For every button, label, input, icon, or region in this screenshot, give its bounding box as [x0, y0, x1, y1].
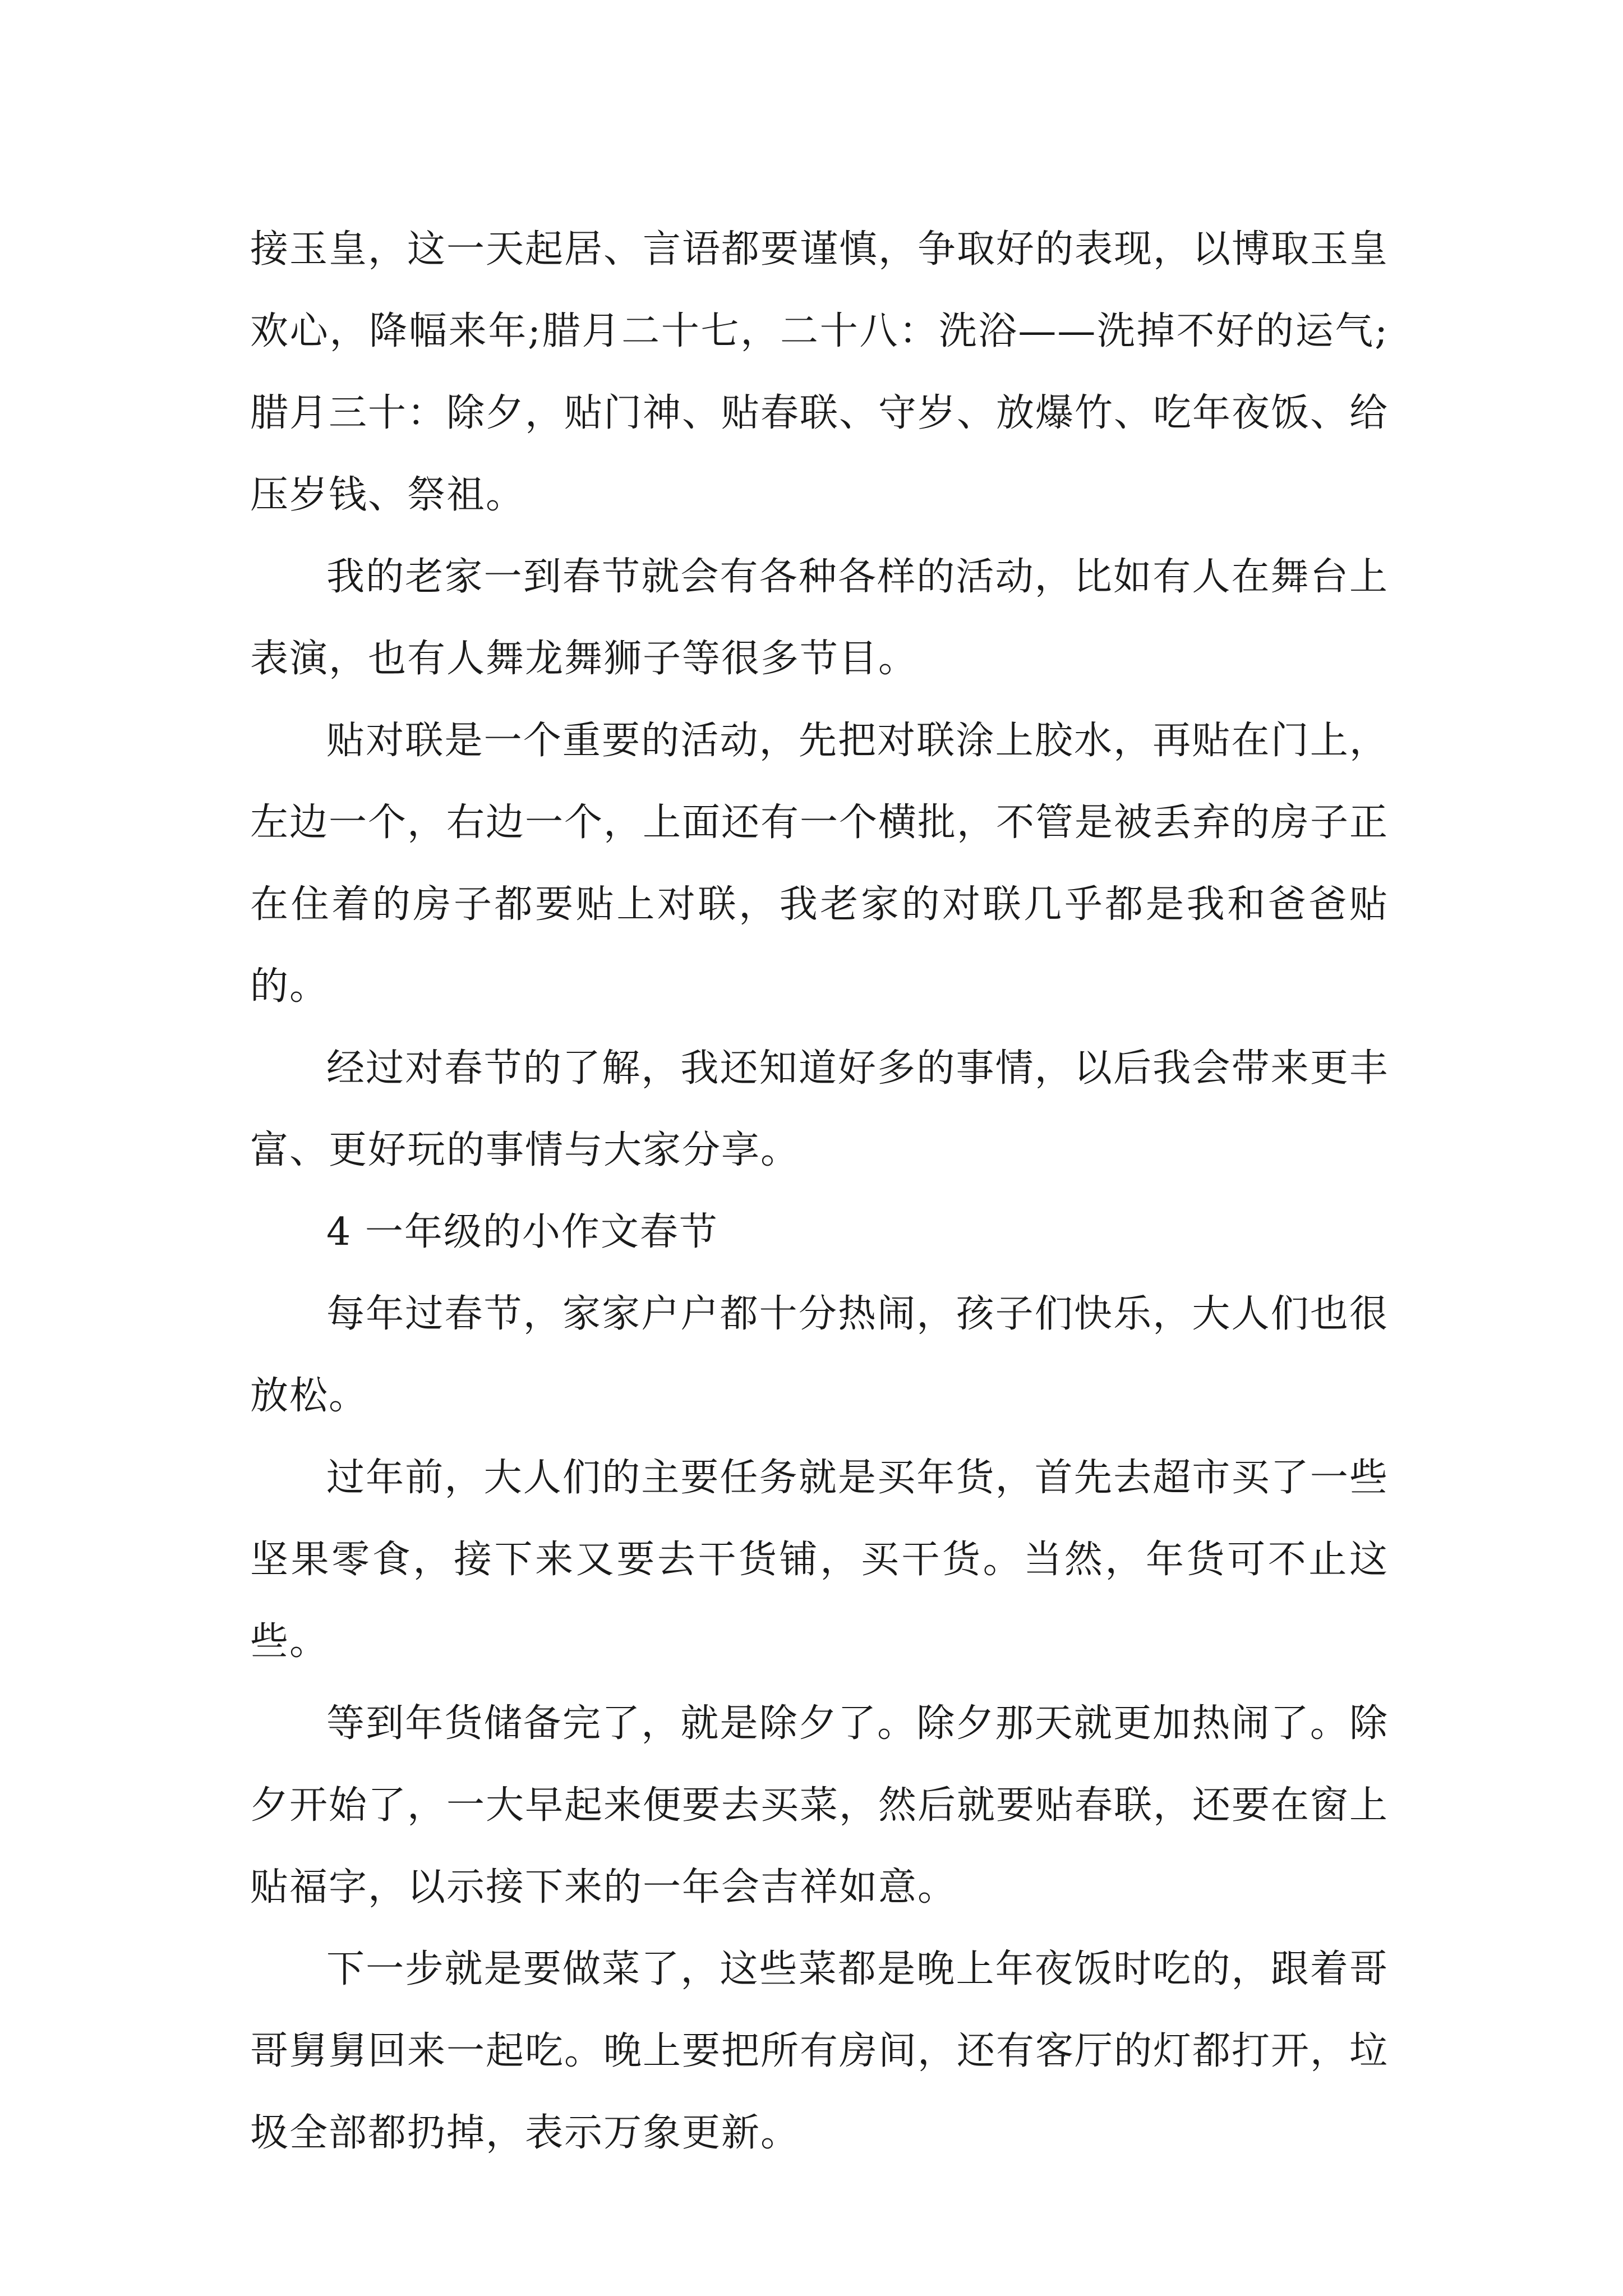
paragraph-dinner: 下一步就是要做菜了，这些菜都是晚上年夜饭时吃的，跟着哥哥舅舅回来一起吃。晚上要把所有房间，还有客厅的灯都打开，垃圾全部都扔掉，表示万象更新。 [250, 1947, 1389, 2155]
paragraph-continued: 接玉皇，这一天起居、言语都要谨慎，争取好的表现，以博取玉皇欢心，降幅来年;腊月二十七，二十八：洗浴——洗掉不好的运气;腊月三十：除夕，贴门神、贴春联、守岁、放爆竹、吃年夜饭、给压岁钱、祭祖。 [250, 227, 1389, 517]
paragraph-shopping: 过年前，大人们的主要任务就是买年货，首先去超市买了一些坚果零食，接下来又要去干货铺，买干货。当然，年货可不止这些。 [250, 1456, 1389, 1664]
essay-heading: 4 一年级的小作文春节 [326, 1210, 718, 1254]
paragraph-hometown-activities: 我的老家一到春节就会有各种各样的活动，比如有人在舞台上表演，也有人舞龙舞狮子等很多节目。 [250, 555, 1389, 681]
document-body [250, 209, 1389, 2174]
paragraph-couplets: 贴对联是一个重要的活动，先把对联涂上胶水，再贴在门上，左边一个，右边一个，上面还有一个横批，不管是被丢弃的房子正在住着的房子都要贴上对联，我老家的对联几乎都是我和爸爸贴的。 [250, 719, 1389, 1009]
paragraph-conclusion: 经过对春节的了解，我还知道好多的事情，以后我会带来更丰富、更好玩的事情与大家分享。 [250, 1046, 1389, 1172]
paragraph-new-years-eve: 等到年货储备完了，就是除夕了。除夕那天就更加热闹了。除夕开始了，一大早起来便要去买菜，然后就要贴春联，还要在窗上贴福字，以示接下来的一年会吉祥如意。 [250, 1701, 1389, 1910]
paragraph-intro: 每年过春节，家家户户都十分热闹，孩子们快乐，大人们也很放松。 [250, 1292, 1389, 1418]
